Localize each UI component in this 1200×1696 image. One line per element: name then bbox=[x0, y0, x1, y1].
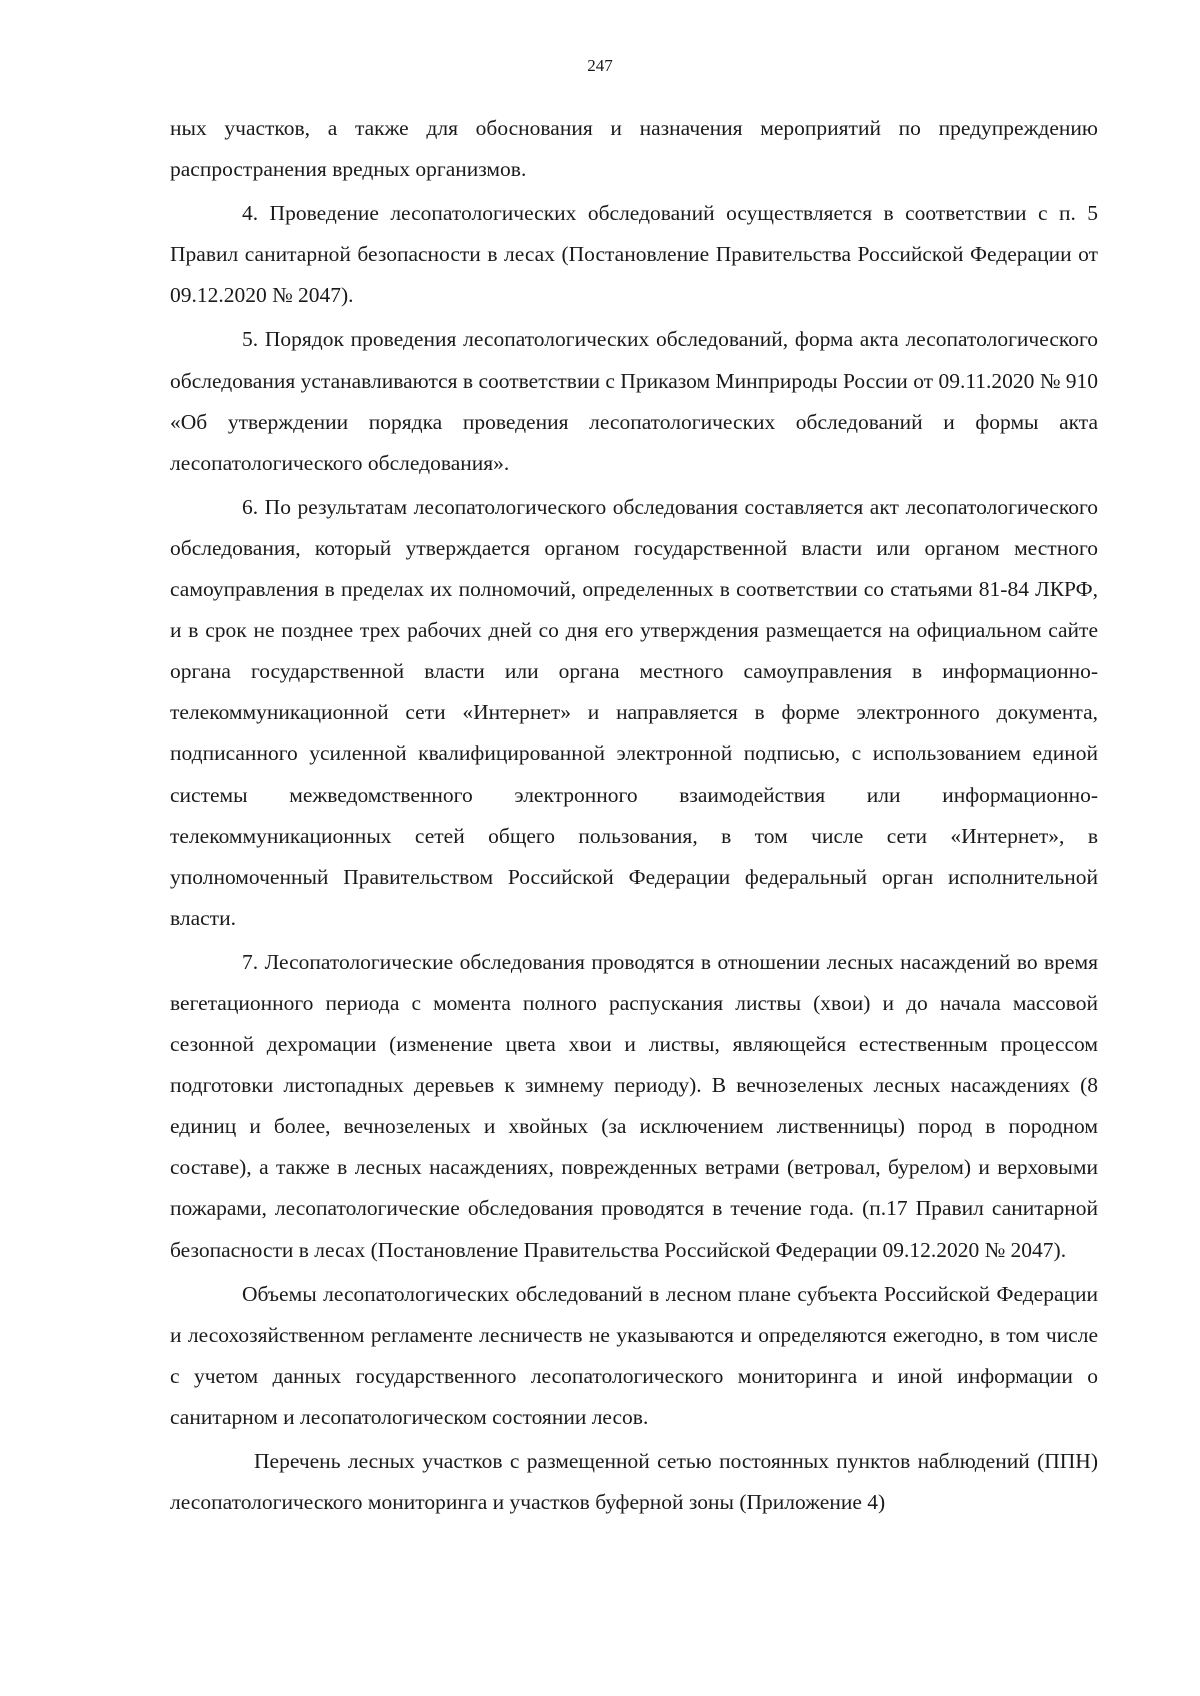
paragraph-item-6: 6. По результатам лесопатологического обследования составляется акт лесопатологического обследования, который утверждается органом государственной власти или органом местного самоуправления в пределах их полномочий, определенных в соответствии со статьями 81-84 ЛКРФ, и в срок не позднее трех рабочих дней со дня его утверждения размещается на официальном сайте органа государственной власти или органа местного самоуправления в информационно-телекоммуникационной сети «Интернет» и направляется в форме электронного документа, подписанного усиленной квалифицированной электронной подписью, с использованием единой системы межведомственного электронного взаимодействия или информационно-телекоммуникационных сетей общего пользования, в том числе сети «Интернет», в уполномоченный Правительством Российской Федерации федеральный орган исполнительной власти. bbox=[170, 494, 1098, 930]
paragraph-item-4: 4. Проведение лесопатологических обследований осуществляется в соответствии с п. 5 Правил санитарной безопасности в лесах (Постановление Правительства Российской Федерации от 09.12.2020 № 2047). bbox=[170, 201, 1098, 308]
paragraph-continuation: ных участков, а также для обоснования и назначения мероприятий по предупреждению распространения вредных организмов. bbox=[170, 116, 1098, 182]
page-number: 247 bbox=[587, 56, 613, 75]
paragraph-item-7: 7. Лесопатологические обследования проводятся в отношении лесных насаждений во время вегетационного периода с момента полного распускания листвы (хвои) и до начала массовой сезонной дехромации (изменение цвета хвои и листвы, являющейся естественным процессом подготовки листопадных деревьев к зимнему периоду). В вечнозеленых лесных насаждениях (8 единиц и более, вечнозеленых и хвойных (за исключением лиственницы) пород в породном составе), а также в лесных насаждениях, поврежденных ветрами (ветровал, бурелом) и верховыми пожарами, лесопатологические обследования проводятся в течение года. (п.17 Правил санитарной безопасности в лесах (Постановление Правительства Российской Федерации 09.12.2020 № 2047). bbox=[170, 949, 1098, 1262]
paragraph-list-heading: Перечень лесных участков с размещенной сетью постоянных пунктов наблюдений (ППН) лесопатологического мониторинга и участков буферной зоны (Приложение 4) bbox=[170, 1449, 1098, 1515]
document-body bbox=[170, 108, 1098, 1526]
paragraph-volumes: Объемы лесопатологических обследований в лесном плане субъекта Российской Федерации и лесохозяйственном регламенте лесничеств не указываются и определяются ежегодно, в том числе с учетом данных государственного лесопатологического мониторинга и иной информации о санитарном и лесопатологическом состоянии лесов. bbox=[170, 1281, 1098, 1429]
paragraph-item-5: 5. Порядок проведения лесопатологических обследований, форма акта лесопатологического обследования устанавливаются в соответствии с Приказом Минприроды России от 09.11.2020 № 910 «Об утверждении порядка проведения лесопатологических обследований и формы акта лесопатологического обследования». bbox=[170, 327, 1098, 475]
